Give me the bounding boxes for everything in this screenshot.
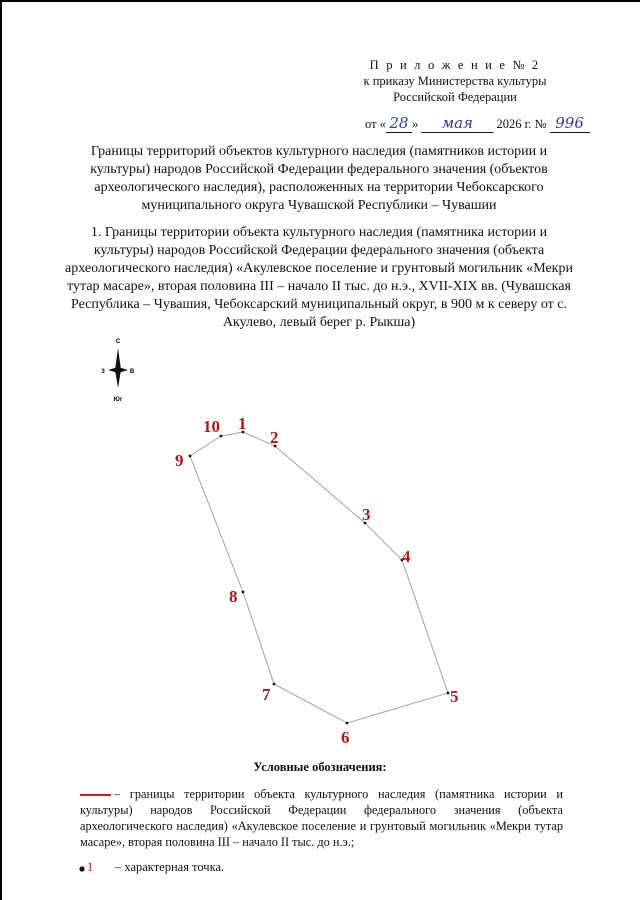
appendix-order: к приказу Министерства культуры: [363, 74, 547, 88]
point-label-1: 1: [238, 414, 247, 433]
order-number: 996: [550, 114, 590, 133]
object-title: 1. Границы территории объекта культурного наследия (памятника истории и культуры) народов Российской Федерации федерального значения (объекта археологического наследия) «Акулевское поселение и грунтовый могильник «Мекри тутар масаре», вторая половина III – начало II тыс. до н.э., XVII-XIX вв. (Чувашская Республика – Чувашия, Чебоксарский муниципальный округ, в 900 м к северу от с. Акулево, левый берег р. Рыкша): [65, 225, 573, 330]
point-label-2: 2: [270, 428, 279, 447]
point-label-5: 5: [450, 687, 459, 706]
point-labels: [175, 414, 459, 747]
boundary-point-6: [346, 722, 349, 725]
point-label-10: 10: [203, 417, 220, 436]
legend-boundary-description: [80, 786, 563, 850]
point-label-9: 9: [175, 451, 184, 470]
boundary-point-9: [189, 455, 192, 458]
compass-south-label: Юг: [113, 397, 123, 403]
point-label-6: 6: [341, 728, 350, 747]
legend-point-number: 1: [87, 860, 94, 874]
document-title: Границы территорий объектов культурного наследия (памятников истории и культуры) народов Российской Федерации федерального значения (объектов археологического наследия), расположенных на территории Чебоксарского муниципального округа Чувашской Республики – Чувашии: [90, 144, 548, 213]
point-label-4: 4: [402, 547, 411, 566]
compass-north-label: С: [115, 339, 121, 345]
point-label-8: 8: [229, 587, 238, 606]
date-month: мая: [421, 114, 493, 133]
boundary-point-5: [447, 692, 450, 695]
territory-boundary: [190, 432, 448, 723]
compass-west-label: З: [101, 369, 105, 375]
appendix-title: П р и л о ж е н и е № 2: [369, 58, 541, 72]
compass-east-label: В: [129, 369, 135, 375]
boundary-point-7: [273, 683, 276, 686]
boundary-point-8: [242, 591, 245, 594]
boundary-point-10: [220, 435, 223, 438]
date-day: 28: [386, 114, 412, 133]
legend-point-text: – характерная точка.: [115, 860, 225, 874]
appendix-org: Российской Федерации: [393, 90, 517, 104]
date-prefix: от «: [365, 117, 386, 131]
date-year: 2026 г. №: [496, 117, 547, 131]
legend-boundary-text: – границы территории объекта культурного наследия (памятника истории и культуры) народов Российской Федерации федерального значения (объекта археологического наследия) «Акулевское поселение и грунтовый могильник «Мекри тутар масаре», вторая половина III – начало II тыс. до н.э.;: [80, 787, 563, 849]
point-label-3: 3: [362, 505, 371, 524]
point-label-7: 7: [262, 685, 271, 704]
date-separator: »: [411, 117, 419, 131]
legend-title: Условные обозначения:: [253, 760, 387, 774]
boundary-points: [189, 431, 450, 725]
